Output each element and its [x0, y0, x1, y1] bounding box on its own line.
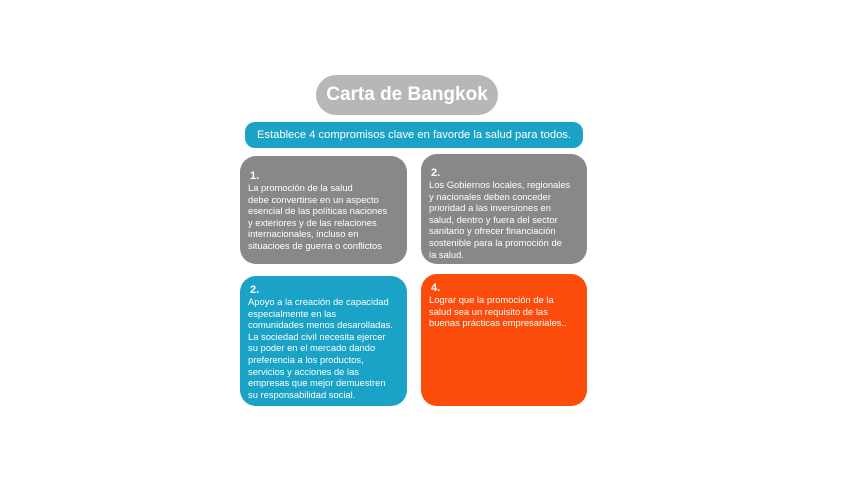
- card-text: Apoyo a la creación de capacidad especialmente en las comunidades menos desarolladas. La sociedad civil necesita ejercer su poder en el mercado dando preferencia a los productos, servicios y acciones de las empresas que mejor demuestren su responsabilidad social.: [248, 296, 393, 400]
- title-pill: [316, 75, 498, 115]
- commitment-card-2: [421, 154, 587, 264]
- card-text: Los Gobiernos locales, regionales y nacionales deben conceder prioridad a las inversiones en salud, dentro y fuera del sector sanitario y ofrecer financiación sostenible para la promoción de la salud.: [429, 179, 571, 260]
- card-number: 4.: [431, 282, 441, 294]
- card-text: La promoción de la salud debe convertirse en un aspecto esencial de las políticas naciones y exteriores y de las relaciones internacionales, incluso en situacioes de guerra o conflictos: [248, 182, 388, 251]
- card-number: 1.: [250, 170, 260, 182]
- card-text: Lograr que la promoción de la salud sea un requisito de las buenas prácticas empresariales..: [429, 294, 567, 329]
- card-number: 2.: [431, 167, 441, 179]
- commitment-card-4: [421, 274, 587, 406]
- commitment-card-3: [240, 276, 407, 406]
- card-number: 2.: [250, 284, 260, 296]
- slide-subtitle: Establece 4 compromisos clave en favorde la salud para todos.: [256, 129, 572, 141]
- commitment-card-1: [240, 156, 407, 264]
- slide-title: Carta de Bangkok: [326, 84, 488, 105]
- subtitle-bar: [245, 122, 583, 148]
